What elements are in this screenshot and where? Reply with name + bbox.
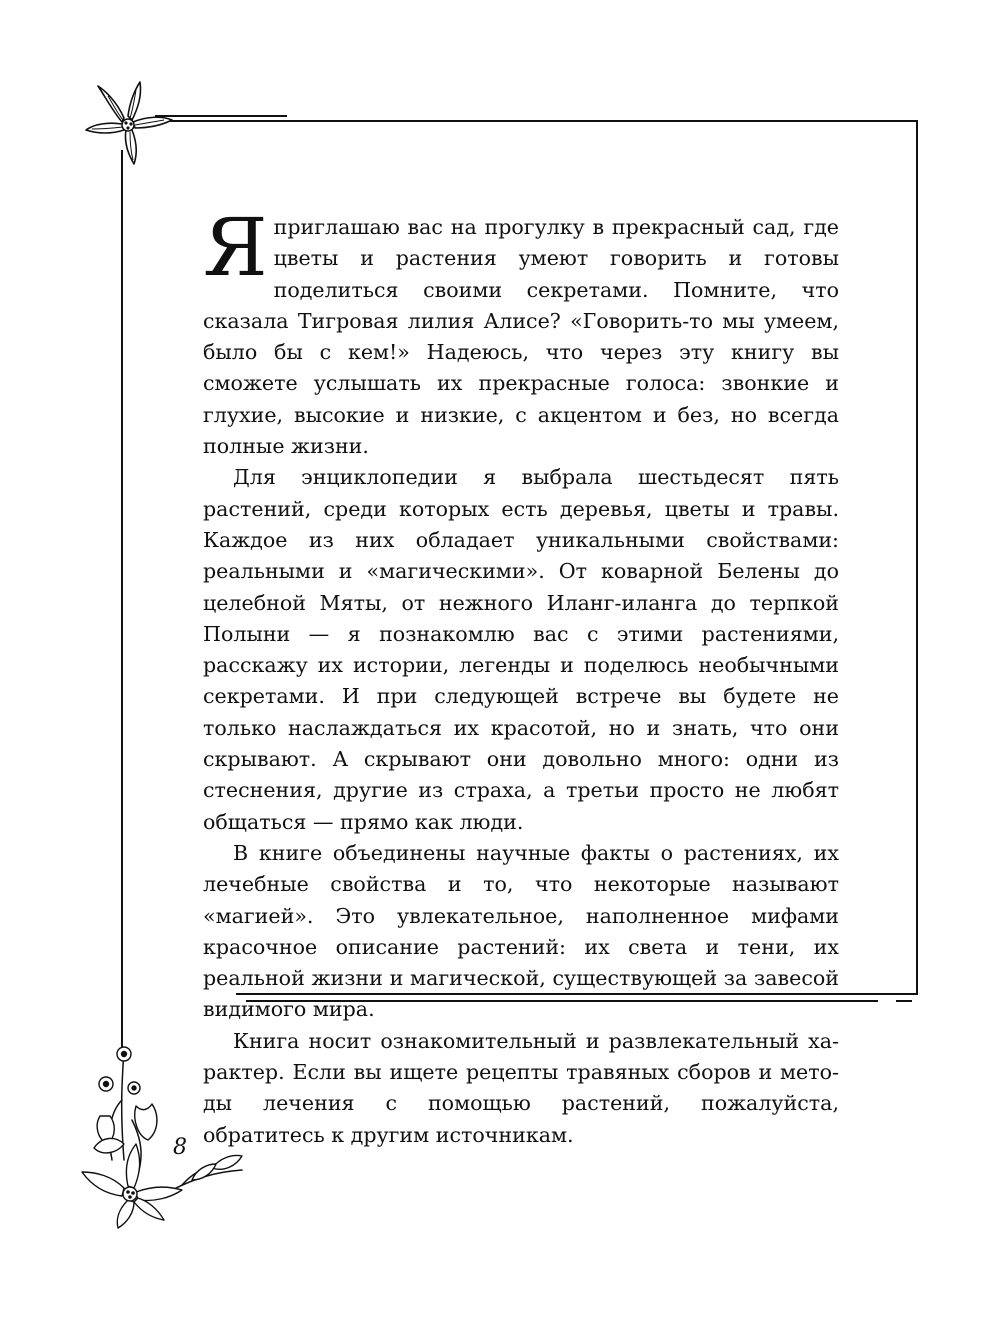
frame-bottom-dash bbox=[896, 1000, 912, 1002]
main-text bbox=[203, 201, 839, 1151]
frame-right-line bbox=[916, 120, 918, 993]
paragraph-2: Для энциклопедии я выбрала шестьдесят пять растений, среди которых есть деревья, цветы и травы. Каждое из них обладает уникальными свойствами: реальными и «магическими». От коварной Белены до целебной Мяты, от нежного Иланг-иланга до терпкой Полыни — я познакомлю вас с этими растениями, расскажу их истории, легенды и поделюсь необычными секретами. И при следующей встрече вы будете не только наслаждаться их красотой, но и знать, что они скрывают. А скрывают они довольно много: одни из стеснения, другие из страха, а третьи просто не любят общаться — прямо как люди. bbox=[203, 465, 839, 834]
page-number: 8 bbox=[173, 1135, 187, 1160]
drop-cap: Я bbox=[203, 201, 268, 294]
frame-top-line bbox=[168, 120, 918, 122]
paragraph-1-text: приглашаю вас на прогулку в прекрасный сад, где цветы и растения умеют говорить и готовы поделиться своими секретами. Помните, что сказала Тигровая лилия Алисе? «Говорить-то мы умеем, было бы с кем!» Надеюсь, что через эту книгу вы сможете услышать их прекрасные голоса: звонкие и глухие, высокие и низкие, с акцентом и без, но всегда полные жизни. bbox=[203, 215, 839, 459]
paragraph-3: В книге объединены научные факты о растениях, их лечебные свойства и то, что некоторые называют «магией». Это увлекательное, наполненное мифами красочное описание растений: их света и тени, их реальной жизни и магической, существующей за завесой видимого мира. bbox=[203, 840, 839, 1022]
paragraph-1 bbox=[203, 201, 839, 462]
paragraph-4: Книга носит ознакомительный и развлекательный характер. Если вы ищете рецепты травяных сборов и методы лечения с помощью растений, пожалуйста, обратитесь к другим источникам. bbox=[203, 1028, 839, 1147]
frame-left-line bbox=[121, 150, 123, 1050]
lily-flower-icon bbox=[78, 78, 178, 168]
